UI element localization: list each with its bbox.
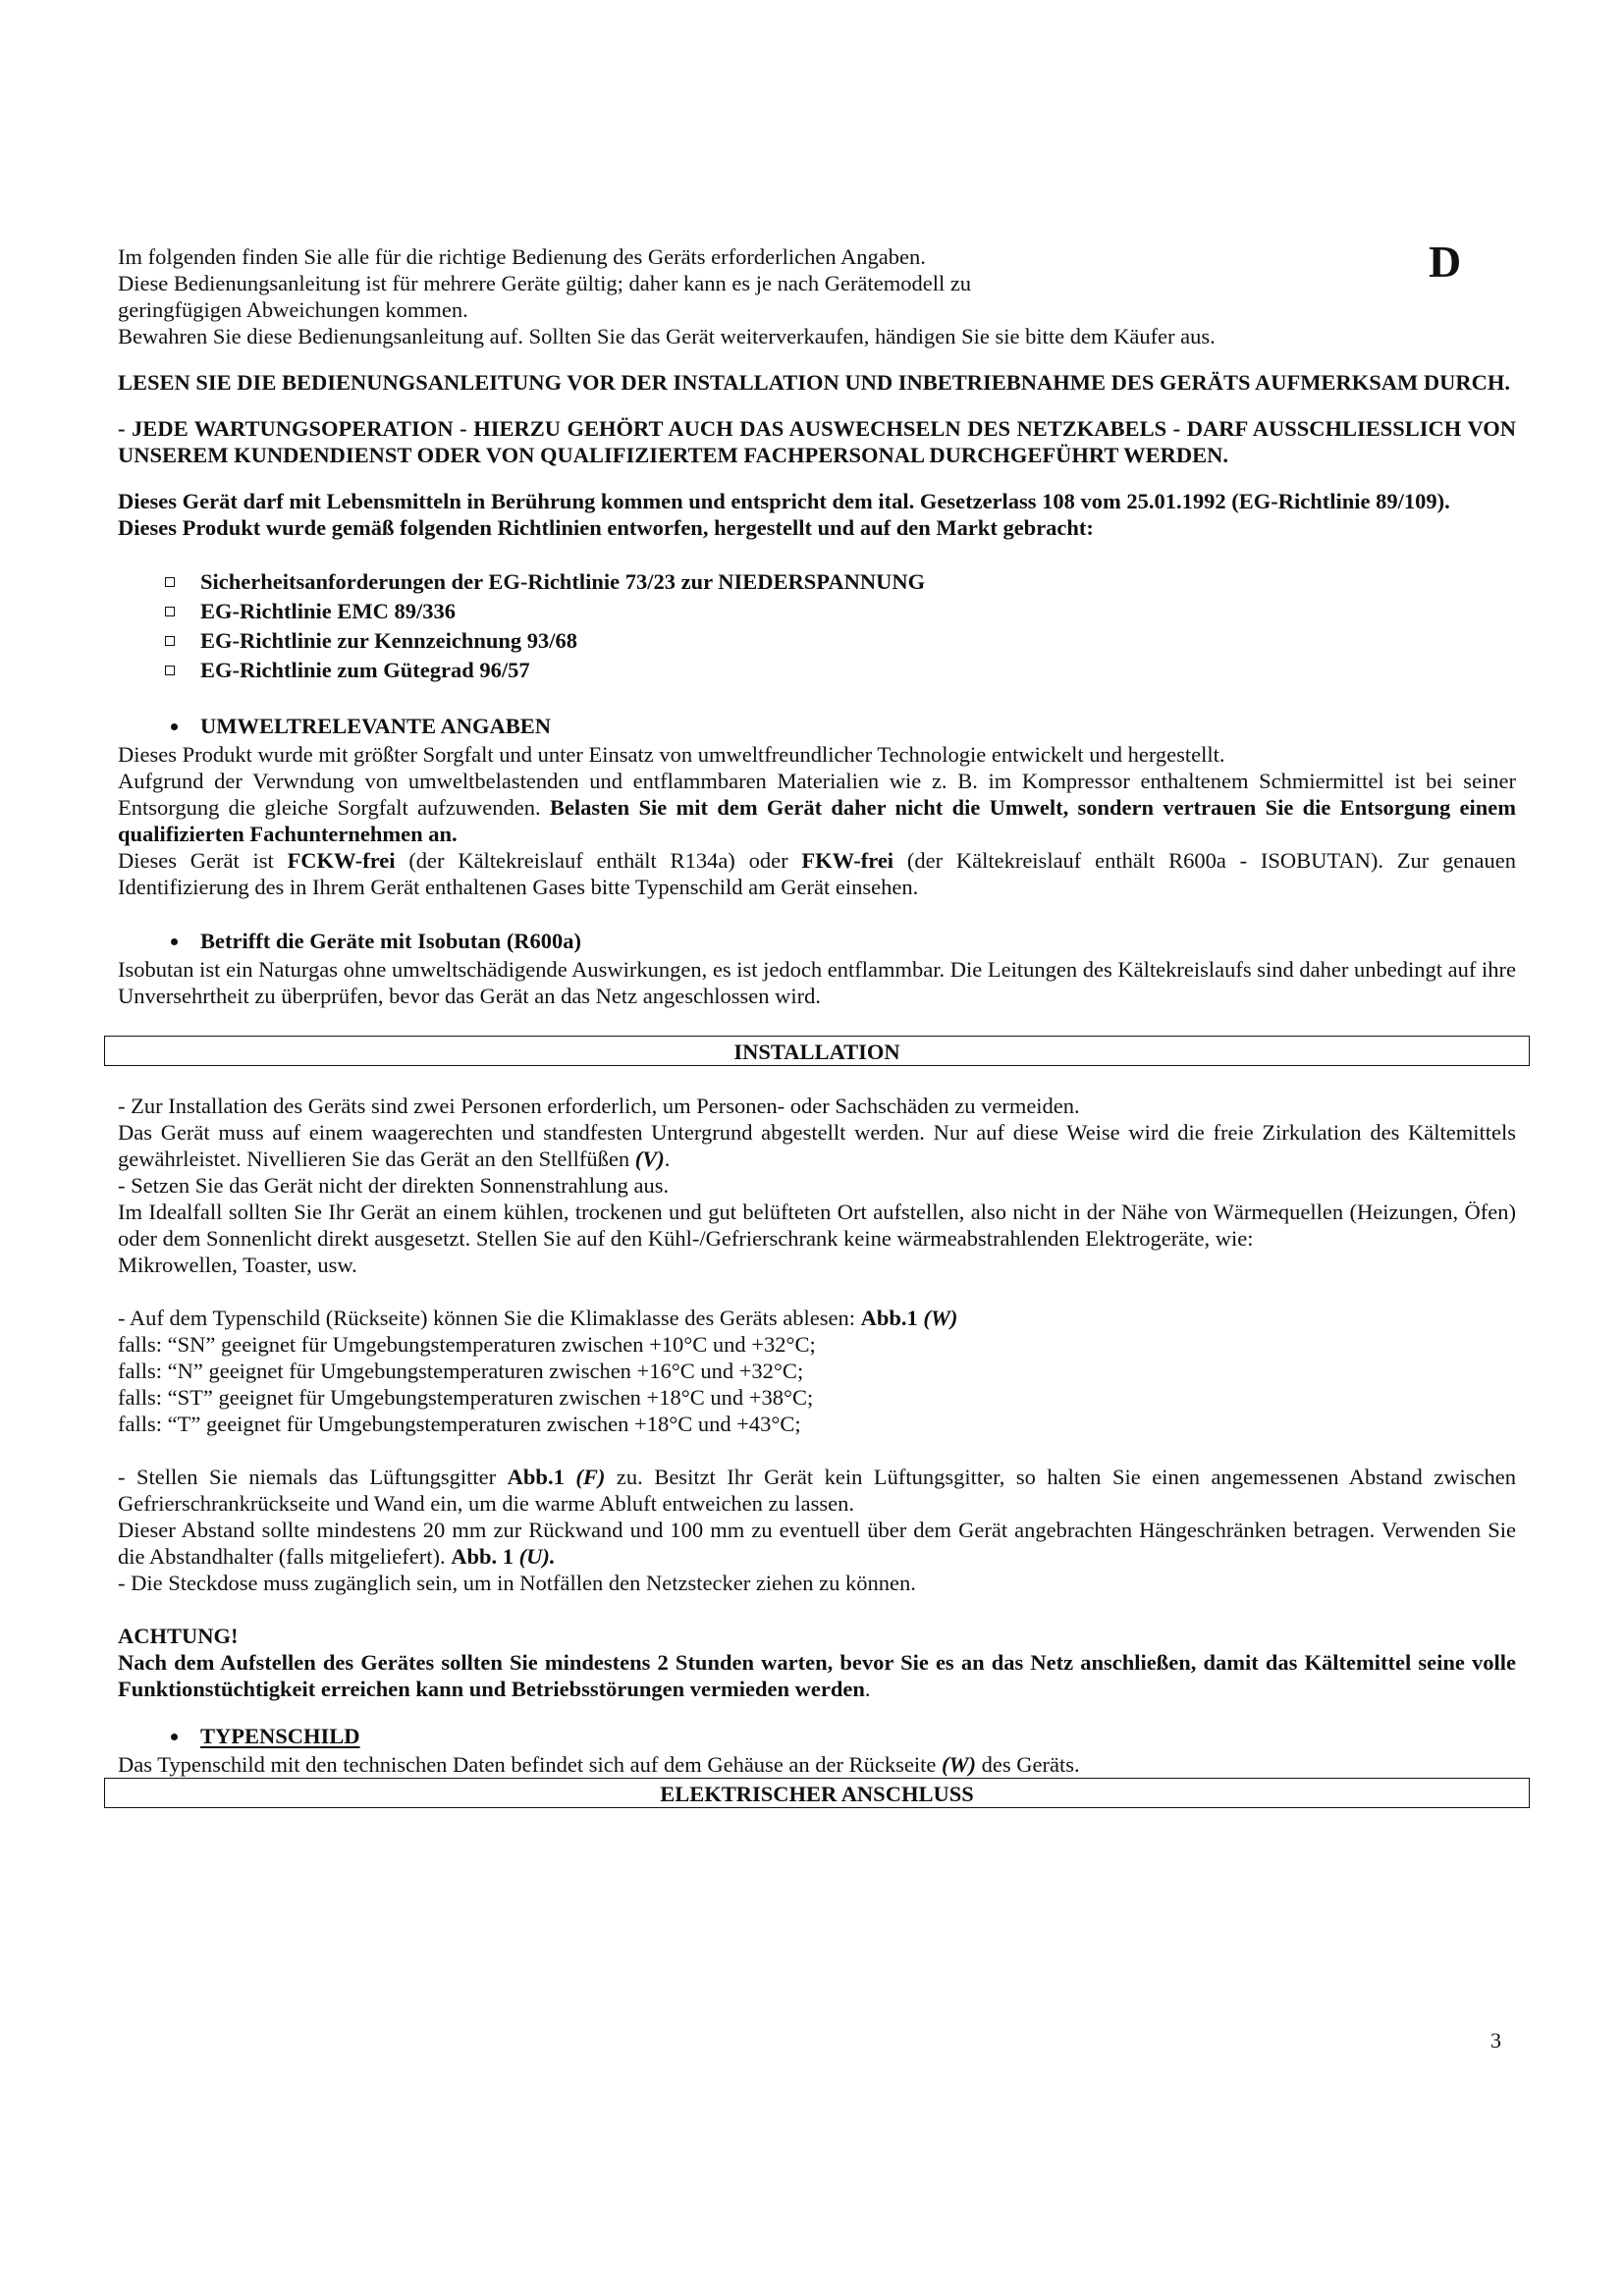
environment-text-3: Dieses Gerät ist FCKW-frei (der Kältekreislauf enthält R134a) oder FKW-frei (der Kältekreislauf enthält R600a - ISOBUTAN). Zur genauen Identifizierung des in Ihrem Gerät enthaltenen Gases bitte Typenschild am Gerät einsehen.: [118, 848, 1516, 899]
intro-line-2: Diese Bedienungsanleitung ist für mehrere Geräte gültig; daher kann es je nach Gerätemodell zu: [118, 271, 972, 295]
directives-intro: Dieses Produkt wurde gemäß folgenden Richtlinien entworfen, hergestellt und auf den Markt gebracht:: [118, 515, 1094, 540]
read-warning: LESEN SIE DIE BEDIENUNGSANLEITUNG VOR DER INSTALLATION UND INBETRIEBNAHME DES GERÄTS AUFMERKSAM DURCH.: [118, 370, 1510, 395]
directive-item: EG-Richtlinie zum Gütegrad 96/57: [165, 656, 1516, 685]
bullet-icon: [171, 723, 178, 730]
checkbox-square-icon: [165, 636, 175, 646]
directive-item: EG-Richtlinie EMC 89/336: [165, 597, 1516, 626]
directive-item: EG-Richtlinie zur Kennzeichnung 93/68: [165, 626, 1516, 656]
page-number: 3: [1490, 2028, 1501, 2053]
food-contact-statement: Dieses Gerät darf mit Lebensmitteln in Berührung kommen und entspricht dem ital. Gesetzerlass 108 vom 25.01.1992 (EG-Richtlinie 89/109).: [118, 489, 1450, 513]
isobutan-heading: Betrifft die Geräte mit Isobutan (R600a): [118, 927, 1516, 956]
distance-text: Dieser Abstand sollte mindestens 20 mm zur Rückwand und 100 mm zu eventuell über dem Gerät angebrachten Hängeschränken betragen. Verwenden Sie die Abstandhalter (falls mitgeliefert). Abb. 1 (U).: [118, 1518, 1516, 1569]
intro-block: [118, 243, 1516, 349]
installation-section-header: INSTALLATION: [104, 1036, 1530, 1066]
rating-plate-heading: TYPENSCHILD: [118, 1722, 1516, 1751]
bullet-icon: [171, 1734, 178, 1740]
installation-text-4: Im Idealfall sollten Sie Ihr Gerät an einem kühlen, trockenen und gut belüfteten Ort aufstellen, also nicht in der Nähe von Wärmequellen (Heizungen, Öfen) oder dem Sonnenlicht direkt ausgesetzt. Stellen Sie auf den Kühl-/Gefrierschrank keine wärmeabstrahlenden Elektrogeräte, wie:: [118, 1200, 1516, 1251]
isobutan-text: Isobutan ist ein Naturgas ohne umweltschädigende Auswirkungen, es ist jedoch entflammbar. Die Leitungen des Kältekreislaufs sind daher unbedingt auf ihre Unversehrtheit zu überprüfen, bevor das Gerät an das Netz angeschlossen wird.: [118, 957, 1516, 1008]
environment-text-1: Dieses Produkt wurde mit größter Sorgfalt und unter Einsatz von umweltfreundlicher Technologie entwickelt und hergestellt.: [118, 742, 1225, 767]
rating-plate-text: Das Typenschild mit den technischen Daten befindet sich auf dem Gehäuse an der Rückseite (W) des Geräts.: [118, 1752, 1080, 1777]
climate-class-item: falls: “N” geeignet für Umgebungstemperaturen zwischen +16°C und +32°C;: [118, 1359, 804, 1383]
environment-text-2: Aufgrund der Verwndung von umweltbelastenden und entflammbaren Materialien wie z. B. im Kompressor enthaltenem Schmiermittel ist bei seiner Entsorgung die gleiche Sorgfalt aufzuwenden. Belasten Sie mit dem Gerät daher nicht die Umwelt, sondern vertrauen Sie die Entsorgung einem qualifizierten Fachunternehmen an.: [118, 769, 1517, 846]
attention-title: ACHTUNG!: [118, 1624, 239, 1648]
climate-intro: - Auf dem Typenschild (Rückseite) können Sie die Klimaklasse des Geräts ablesen: Abb.1 (W): [118, 1306, 958, 1330]
intro-line-4: Bewahren Sie diese Bedienungsanleitung auf. Sollten Sie das Gerät weiterverkaufen, händigen Sie sie bitte dem Käufer aus.: [118, 324, 1216, 348]
maintenance-warning: - JEDE WARTUNGSOPERATION - HIERZU GEHÖRT AUCH DAS AUSWECHSELN DES NETZKABELS - DARF AUSSCHLIESSLICH VON UNSEREM KUNDENDIENST ODER VON QUALIFIZIERTEM FACHPERSONAL DURCHGEFÜHRT WERDEN.: [118, 416, 1516, 467]
directive-item: Sicherheitsanforderungen der EG-Richtlinie 73/23 zur NIEDERSPANNUNG: [165, 567, 1516, 597]
installation-text-1: - Zur Installation des Geräts sind zwei Personen erforderlich, um Personen- oder Sachschäden zu vermeiden.: [118, 1094, 1080, 1118]
ventilation-text: - Stellen Sie niemals das Lüftungsgitter Abb.1 (F) zu. Besitzt Ihr Gerät kein Lüftungsgitter, so halten Sie einen angemessenen Abstand zwischen Gefrierschrankrückseite und Wand ein, um die warme Abluft entweichen zu lassen.: [118, 1465, 1516, 1516]
climate-class-item: falls: “T” geeignet für Umgebungstemperaturen zwischen +18°C und +43°C;: [118, 1412, 801, 1436]
directives-list: [118, 567, 1516, 685]
language-letter: D: [1429, 237, 1462, 287]
intro-line-1: Im folgenden finden Sie alle für die richtige Bedienung des Geräts erforderlichen Angaben.: [118, 244, 926, 269]
checkbox-square-icon: [165, 607, 175, 616]
environment-heading: UMWELTRELEVANTE ANGABEN: [118, 712, 1516, 741]
bullet-icon: [171, 938, 178, 945]
checkbox-square-icon: [165, 666, 175, 675]
checkbox-square-icon: [165, 577, 175, 587]
electrical-section-header: ELEKTRISCHER ANSCHLUSS: [104, 1778, 1530, 1808]
installation-text-3: - Setzen Sie das Gerät nicht der direkten Sonnenstrahlung aus.: [118, 1173, 670, 1198]
installation-text-2: Das Gerät muss auf einem waagerechten und standfesten Untergrund abgestellt werden. Nur auf diese Weise wird die freie Zirkulation des Kältemittels gewährleistet. Nivellieren Sie das Gerät an den Stellfüßen (V).: [118, 1120, 1516, 1171]
attention-text: Nach dem Aufstellen des Gerätes sollten Sie mindestens 2 Stunden warten, bevor Sie es an das Netz anschließen, damit das Kältemittel seine volle Funktionstüchtigkeit erreichen kann und Betriebsstörungen vermieden werden.: [118, 1650, 1516, 1701]
installation-text-5: Mikrowellen, Toaster, usw.: [118, 1253, 357, 1277]
intro-line-3: geringfügigen Abweichungen kommen.: [118, 297, 468, 322]
climate-class-item: falls: “SN” geeignet für Umgebungstemperaturen zwischen +10°C und +32°C;: [118, 1332, 816, 1357]
socket-text: - Die Steckdose muss zugänglich sein, um in Notfällen den Netzstecker ziehen zu können.: [118, 1571, 916, 1595]
document-page: [118, 243, 1516, 1808]
climate-class-item: falls: “ST” geeignet für Umgebungstemperaturen zwischen +18°C und +38°C;: [118, 1385, 814, 1410]
